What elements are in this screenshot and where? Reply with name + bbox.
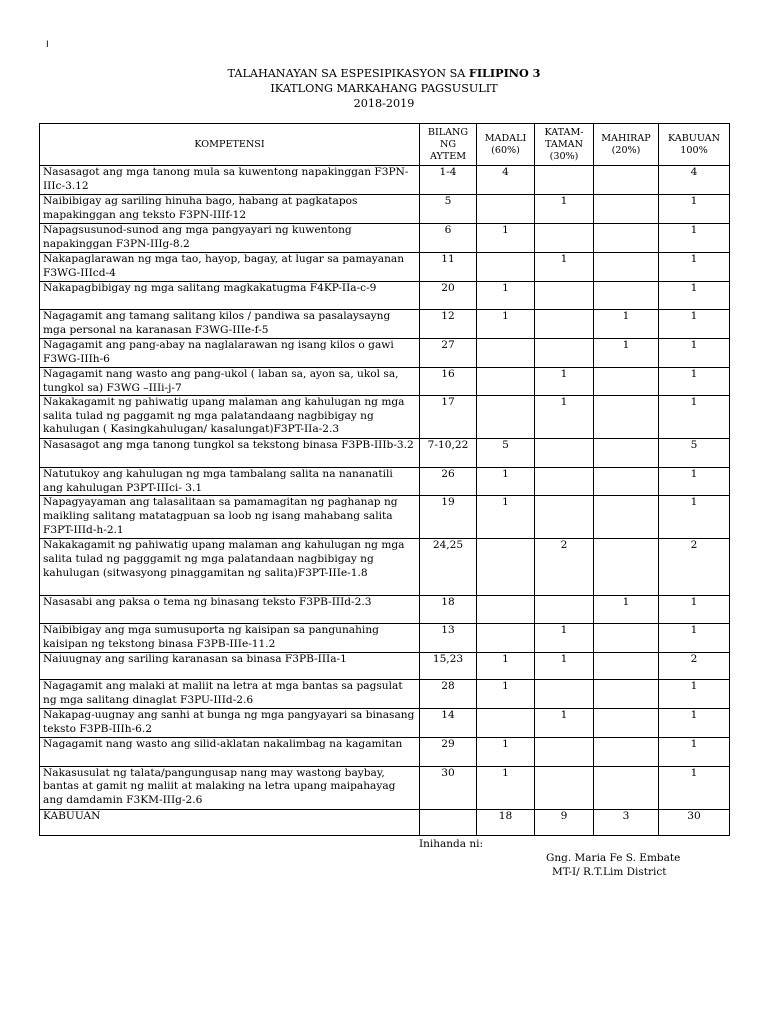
table-row (40, 339, 730, 368)
item-numbers: 24,25 (420, 539, 477, 596)
mahirap-count (594, 195, 659, 224)
kabuuan-count: 1 (659, 339, 730, 368)
katamtaman-count: 1 (535, 624, 594, 653)
mahirap-count: 1 (594, 310, 659, 339)
mahirap-count (594, 468, 659, 496)
table-row (40, 709, 730, 737)
katamtaman-count (535, 496, 594, 539)
kabuuan-count: 1 (659, 596, 730, 624)
prepared-by-label: Inihanda ni: (419, 838, 484, 850)
madali-count (477, 709, 535, 737)
table-row (40, 166, 730, 195)
kabuuan-count: 1 (659, 496, 730, 539)
katamtaman-count (535, 468, 594, 496)
katamtaman-count: 1 (535, 709, 594, 737)
competency: Naiuugnay ang sariling karanasan sa binasa F3PB-IIIa-1 (40, 653, 420, 680)
mahirap-count (594, 766, 659, 809)
kabuuan-count: 1 (659, 224, 730, 253)
katamtaman-count (535, 224, 594, 253)
item-numbers: 27 (420, 339, 477, 368)
kabuuan-count: 1 (659, 709, 730, 737)
competency: Napagsusunod-sunod ang mga pangyayari ng kuwentong napakinggan F3PN-IIIg-8.2 (40, 224, 420, 253)
kabuuan-count: 1 (659, 396, 730, 439)
mahirap-count (594, 166, 659, 195)
item-numbers: 30 (420, 766, 477, 809)
specification-table (39, 123, 730, 836)
katamtaman-count: 2 (535, 539, 594, 596)
competency: Naibibigay ang mga sumusuporta ng kaisipan sa pangunahing kaisipan ng tekstong binasa F3PB-IIIe-11.2 (40, 624, 420, 653)
mahirap-count (594, 709, 659, 737)
madali-count: 5 (477, 439, 535, 468)
header-bilang: BILANG NG AYTEM (420, 124, 477, 166)
kabuuan-count: 1 (659, 282, 730, 310)
kabuuan-count: 1 (659, 468, 730, 496)
mahirap-count (594, 253, 659, 282)
madali-count (477, 624, 535, 653)
madali-count (477, 539, 535, 596)
madali-count: 1 (477, 680, 535, 709)
madali-count: 1 (477, 766, 535, 809)
header-mahirap: MAHIRAP (20%) (594, 124, 659, 166)
item-numbers: 15,23 (420, 653, 477, 680)
mahirap-count (594, 624, 659, 653)
preparer-name: Gng. Maria Fe S. Embate (546, 852, 681, 864)
table-row (40, 468, 730, 496)
mahirap-count (594, 396, 659, 439)
mahirap-count (594, 680, 659, 709)
kabuuan-count: 1 (659, 195, 730, 224)
title-prefix: TALAHANAYAN SA ESPESIPIKASYON SA (227, 67, 469, 80)
mahirap-count (594, 368, 659, 396)
madali-count (477, 253, 535, 282)
katamtaman-count (535, 166, 594, 195)
competency: Nakapagbibigay ng mga salitang magkakatugma F4KP-IIa-c-9 (40, 282, 420, 310)
madali-count: 1 (477, 496, 535, 539)
item-numbers: 14 (420, 709, 477, 737)
total-mahirap: 3 (594, 809, 659, 835)
title-line-3: 2018-2019 (353, 97, 415, 110)
katamtaman-count: 1 (535, 396, 594, 439)
item-numbers: 18 (420, 596, 477, 624)
table-row (40, 253, 730, 282)
kabuuan-count: 2 (659, 653, 730, 680)
kabuuan-count: 1 (659, 766, 730, 809)
page-mark: I (46, 40, 49, 50)
competency: Nagagamit ang tamang salitang kilos / pandiwa sa pasalaysayng mga personal na karanasan F3WG-IIIe-f-5 (40, 310, 420, 339)
madali-count: 1 (477, 737, 535, 766)
competency: Nagagamit nang wasto ang pang-ukol ( laban sa, ayon sa, ukol sa, tungkol sa) F3WG –IIIi-j-7 (40, 368, 420, 396)
table-row (40, 282, 730, 310)
competency: Nakakagamit ng pahiwatig upang malaman ang kahulugan ng mga salita tulad ng pagggamit ng mga palatandaan nagbibigay ng kahulugan (sitwasyong pinaggamitan ng salita)F3PT-IIIe-1.8 (40, 539, 420, 596)
katamtaman-count: 1 (535, 368, 594, 396)
table-row (40, 195, 730, 224)
item-numbers: 20 (420, 282, 477, 310)
table-row (40, 439, 730, 468)
kabuuan-count: 1 (659, 624, 730, 653)
header-katamtaman: KATAM-TAMAN (30%) (535, 124, 594, 166)
katamtaman-count (535, 439, 594, 468)
item-numbers: 19 (420, 496, 477, 539)
madali-count (477, 339, 535, 368)
competency: Nasasagot ang mga tanong tungkol sa tekstong binasa F3PB-IIIb-3.2 (40, 439, 420, 468)
mahirap-count: 1 (594, 339, 659, 368)
header-kompetensi: KOMPETENSI (40, 124, 420, 166)
table-row (40, 680, 730, 709)
madali-count (477, 195, 535, 224)
title-line-2: IKATLONG MARKAHANG PAGSUSULIT (270, 82, 498, 95)
katamtaman-count (535, 766, 594, 809)
competency: Nagagamit nang wasto ang silid-aklatan nakalimbag na kagamitan (40, 737, 420, 766)
table-row (40, 496, 730, 539)
competency: Nagagamit ang pang-abay na naglalarawan ng isang kilos o gawi F3WG-IIIh-6 (40, 339, 420, 368)
madali-count: 1 (477, 310, 535, 339)
kabuuan-count: 1 (659, 368, 730, 396)
mahirap-count (594, 539, 659, 596)
item-numbers: 29 (420, 737, 477, 766)
kabuuan-count: 5 (659, 439, 730, 468)
mahirap-count (594, 496, 659, 539)
preparer-position: MT-I/ R.T.Lim District (552, 866, 667, 878)
table-row (40, 596, 730, 624)
katamtaman-count (535, 596, 594, 624)
table-row (40, 224, 730, 253)
total-label: KABUUAN (40, 809, 420, 835)
item-numbers: 11 (420, 253, 477, 282)
total-item (420, 809, 477, 835)
madali-count: 1 (477, 224, 535, 253)
kabuuan-count: 4 (659, 166, 730, 195)
madali-count (477, 596, 535, 624)
madali-count: 1 (477, 653, 535, 680)
item-numbers: 26 (420, 468, 477, 496)
table-row (40, 396, 730, 439)
competency: Nakakagamit ng pahiwatig upang malaman ang kahulugan ng mga salita tulad ng paggamit ng mga palatandaang nagbibigay ng kahulugan ( Kasingkahulugan/ kasalungat)F3PT-IIa-2.3 (40, 396, 420, 439)
header-madali: MADALI (60%) (477, 124, 535, 166)
competency: Nakapaglarawan ng mga tao, hayop, bagay, at lugar sa pamayanan F3WG-IIIcd-4 (40, 253, 420, 282)
madali-count: 1 (477, 468, 535, 496)
competency: Nasasagot ang mga tanong mula sa kuwentong napakinggan F3PN-IIIc-3.12 (40, 166, 420, 195)
table-row (40, 539, 730, 596)
competency: Nakasusulat ng talata/pangungusap nang may wastong baybay, bantas at gamit ng maliit at malaking na letra upang maipahayag ang damdamin F3KM-IIIg-2.6 (40, 766, 420, 809)
kabuuan-count: 2 (659, 539, 730, 596)
katamtaman-count: 1 (535, 653, 594, 680)
madali-count (477, 396, 535, 439)
item-numbers: 5 (420, 195, 477, 224)
total-katamtaman: 9 (535, 809, 594, 835)
mahirap-count: 1 (594, 596, 659, 624)
mahirap-count (594, 224, 659, 253)
competency: Nasasabi ang paksa o tema ng binasang teksto F3PB-IIId-2.3 (40, 596, 420, 624)
katamtaman-count (535, 737, 594, 766)
mahirap-count (594, 439, 659, 468)
item-numbers: 13 (420, 624, 477, 653)
katamtaman-count (535, 339, 594, 368)
katamtaman-count: 1 (535, 195, 594, 224)
table-row (40, 624, 730, 653)
title-subject: FILIPINO 3 (468, 66, 541, 80)
mahirap-count (594, 653, 659, 680)
katamtaman-count (535, 282, 594, 310)
kabuuan-count: 1 (659, 253, 730, 282)
header-row (40, 124, 730, 166)
total-row (40, 809, 730, 835)
kabuuan-count: 1 (659, 680, 730, 709)
item-numbers: 6 (420, 224, 477, 253)
madali-count: 4 (477, 166, 535, 195)
competency: Napagyayaman ang talasalitaan sa pamamagitan ng paghanap ng maikling salitang matatagpuan sa loob ng isang mahabang salita F3PT-IIId-h-2.1 (40, 496, 420, 539)
document-title (0, 66, 768, 111)
competency: Nagagamit ang malaki at maliit na letra at mga bantas sa pagsulat ng mga salitang dinaglat F3PU-IIId-2.6 (40, 680, 420, 709)
item-numbers: 16 (420, 368, 477, 396)
table-row (40, 310, 730, 339)
kabuuan-count: 1 (659, 310, 730, 339)
katamtaman-count (535, 680, 594, 709)
katamtaman-count (535, 310, 594, 339)
item-numbers: 17 (420, 396, 477, 439)
competency: Natutukoy ang kahulugan ng mga tambalang salita na nananatili ang kahulugan P3PT-IIIci- 3.1 (40, 468, 420, 496)
mahirap-count (594, 737, 659, 766)
preparer-block (546, 851, 680, 879)
table-row (40, 368, 730, 396)
item-numbers: 12 (420, 310, 477, 339)
total-kabuuan: 30 (659, 809, 730, 835)
competency: Naibibigay ag sariling hinuha bago, habang at pagkatapos mapakinggan ang teksto F3PN-IIIf-12 (40, 195, 420, 224)
item-numbers: 7-10,22 (420, 439, 477, 468)
header-kabuuan: KABUUAN 100% (659, 124, 730, 166)
madali-count (477, 368, 535, 396)
total-madali: 18 (477, 809, 535, 835)
kabuuan-count: 1 (659, 737, 730, 766)
table-row (40, 653, 730, 680)
table-row (40, 766, 730, 809)
item-numbers: 28 (420, 680, 477, 709)
title-line-1 (0, 66, 768, 81)
madali-count: 1 (477, 282, 535, 310)
competency: Nakapag-uugnay ang sanhi at bunga ng mga pangyayari sa binasang teksto F3PB-IIIh-6.2 (40, 709, 420, 737)
table-row (40, 737, 730, 766)
mahirap-count (594, 282, 659, 310)
item-numbers: 1-4 (420, 166, 477, 195)
katamtaman-count: 1 (535, 253, 594, 282)
